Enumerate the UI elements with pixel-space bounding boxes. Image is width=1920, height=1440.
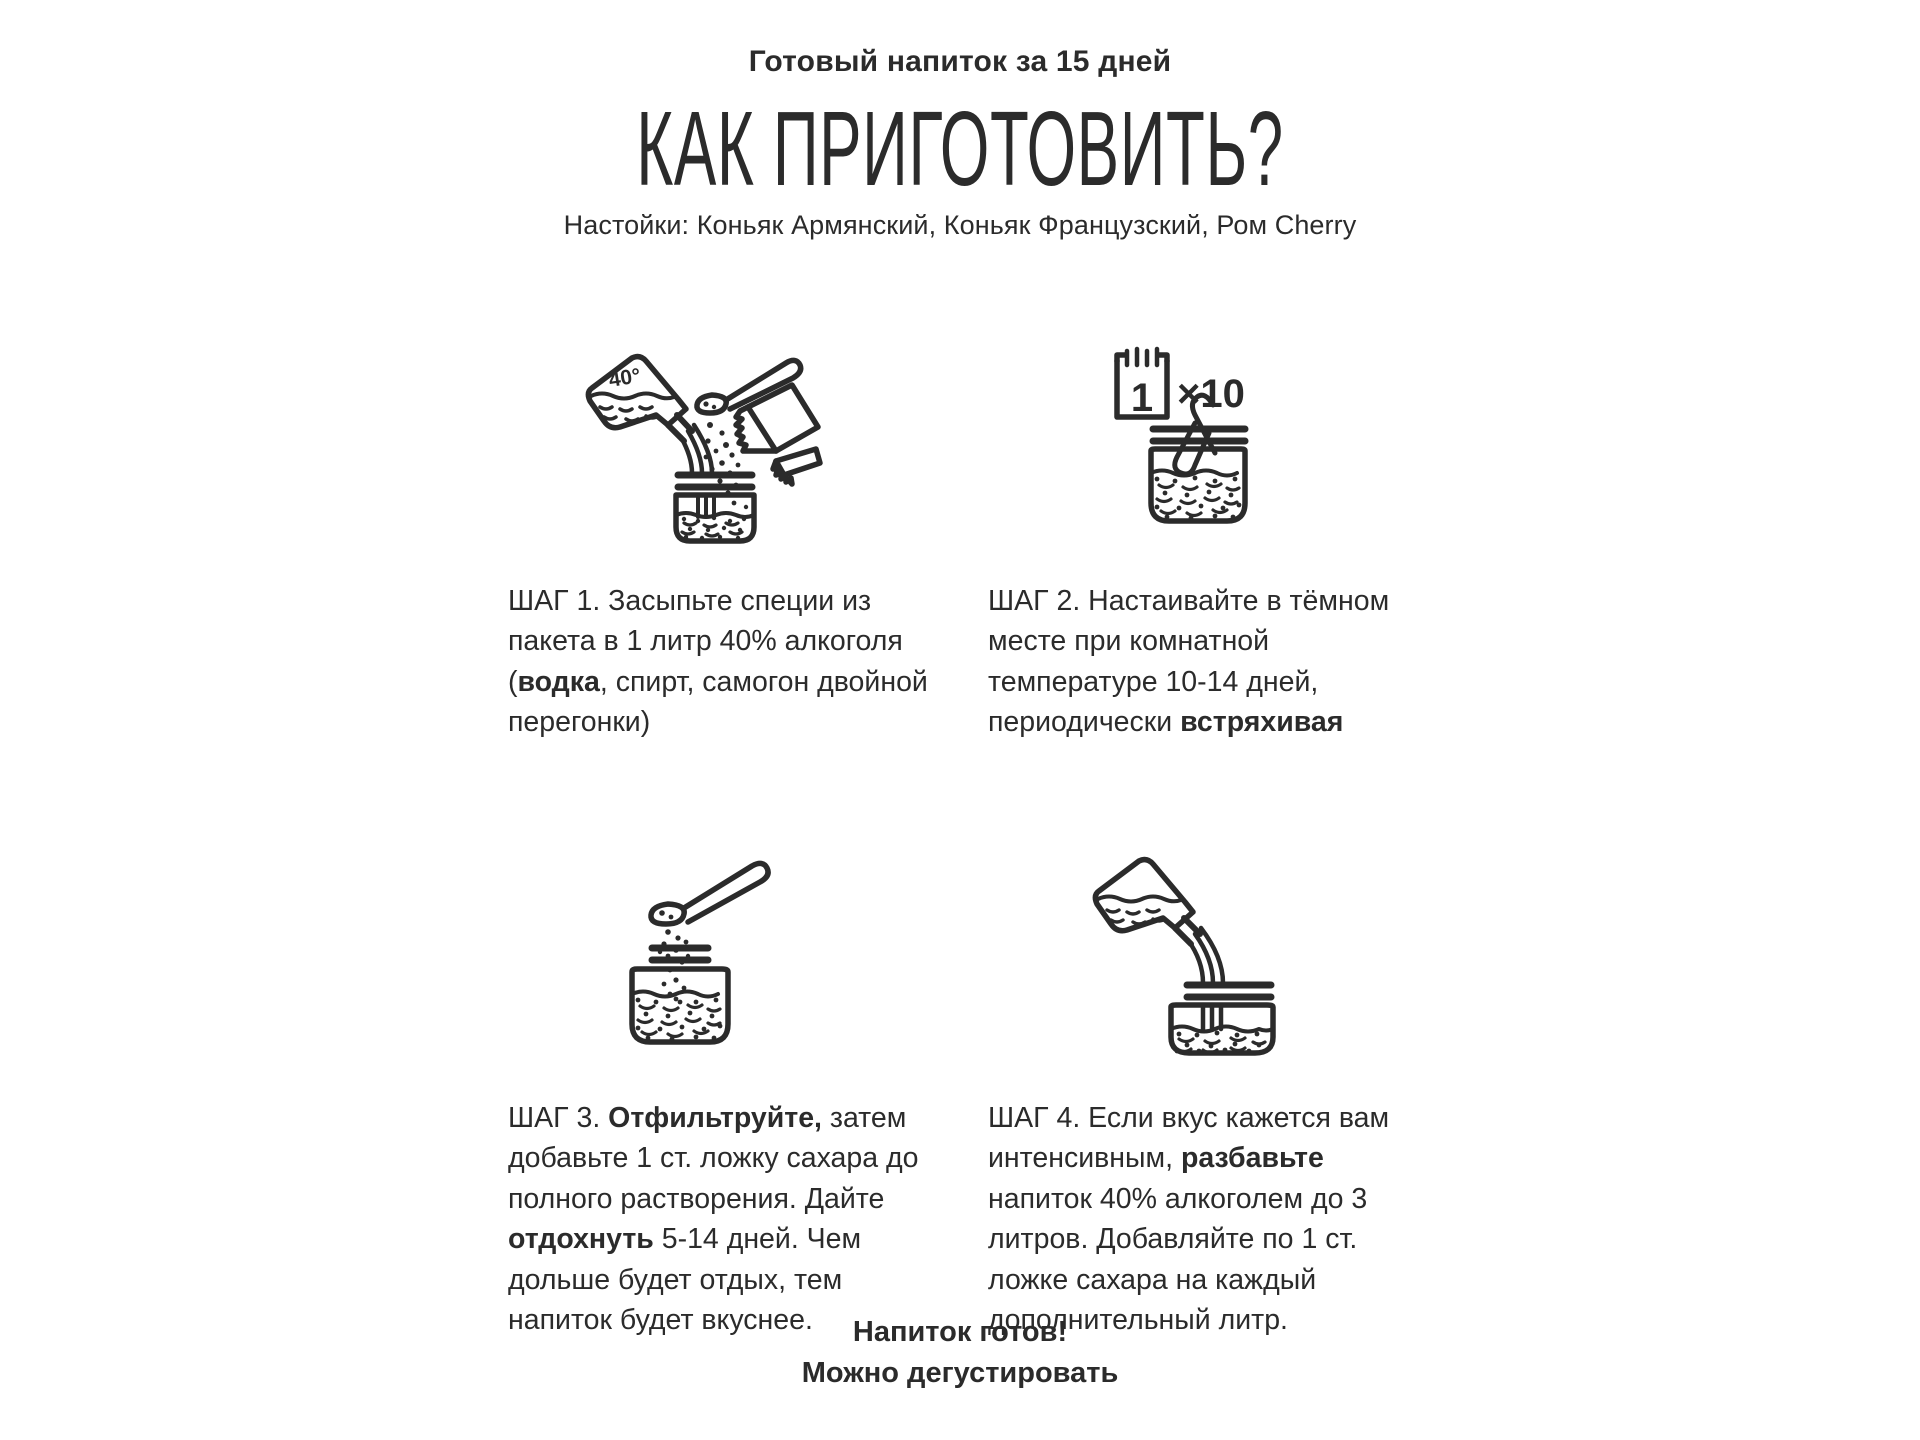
footer xyxy=(0,1312,1920,1394)
bottle-diluting-jar-icon xyxy=(1085,847,1315,1062)
footer-line-1: Напиток готов! xyxy=(852,1316,1068,1348)
bottle-pouring-into-jar-with-spices-icon xyxy=(580,345,860,545)
steps-grid xyxy=(0,330,1920,1341)
calendar-day-label: 1 xyxy=(1130,376,1154,420)
step-2-cell xyxy=(965,330,1435,743)
step-3-text xyxy=(494,1098,946,1341)
step-3-icon-wrap xyxy=(610,847,830,1062)
steps-row-1 xyxy=(0,330,1920,743)
calendar-and-jar-with-spoon-icon xyxy=(1095,345,1305,545)
step-1-icon-wrap xyxy=(580,330,860,545)
bottle-strength-label: 40° xyxy=(607,364,643,392)
step-2-text xyxy=(974,581,1426,743)
emphasis-text: Отфильтруйте, xyxy=(608,1101,822,1134)
step-1-cell xyxy=(485,330,955,743)
step-4-icon-wrap xyxy=(1085,847,1315,1062)
page-title: КАК ПРИГОТОВИТЬ? xyxy=(636,90,1284,208)
step-4-text xyxy=(974,1098,1426,1341)
step-1-text xyxy=(494,581,946,743)
subtitle-text: Настойки: Коньяк Армянский, Коньяк Французский, Ром Cherry xyxy=(563,210,1357,241)
emphasis-text: встряхивая xyxy=(1180,706,1344,739)
eyebrow-text: Готовый напиток за 15 дней xyxy=(748,45,1172,78)
step-4-cell xyxy=(965,847,1435,1341)
body-text: ШАГ 1. Засыпьте специи из пакета в 1 литр 40% алкоголя ( xyxy=(508,585,903,698)
body-text: , спирт, самогон двойной перегонки) xyxy=(508,665,928,739)
emphasis-text: отдохнуть xyxy=(508,1223,654,1256)
emphasis-text: водка xyxy=(517,665,600,698)
multiplier-label: ×10 xyxy=(1177,372,1245,416)
step-2-icon-wrap xyxy=(1095,330,1305,545)
step-3-cell xyxy=(485,847,955,1341)
body-text: ст. ложку сахара до полного растворения. Дайте xyxy=(508,1142,919,1215)
body-text: напиток 40% алкоголем до 3 литров. Добавляйте по 1 ст. ложке сахара на каждый дополнительный литр. xyxy=(988,1182,1368,1337)
body-text: затем добавьте 1 xyxy=(508,1101,907,1175)
steps-row-2 xyxy=(0,847,1920,1341)
body-text: ШАГ 4. Если вкус кажется вам интенсивным, xyxy=(988,1101,1390,1175)
footer-line-2: Можно дегустировать xyxy=(801,1357,1119,1390)
spoon-adding-sugar-to-jar-icon xyxy=(610,852,830,1062)
emphasis-text: разбавьте xyxy=(1180,1142,1324,1175)
body-text: 5-14 дней. Чем дольше будет отдых, тем напиток будет вкуснее. xyxy=(508,1223,862,1337)
body-text: ШАГ 2. Настаивайте в тёмном месте при комнатной температуре 10-14 дней, периодически xyxy=(988,585,1390,739)
body-text: ШАГ 3. xyxy=(508,1101,609,1134)
header xyxy=(0,0,1920,241)
